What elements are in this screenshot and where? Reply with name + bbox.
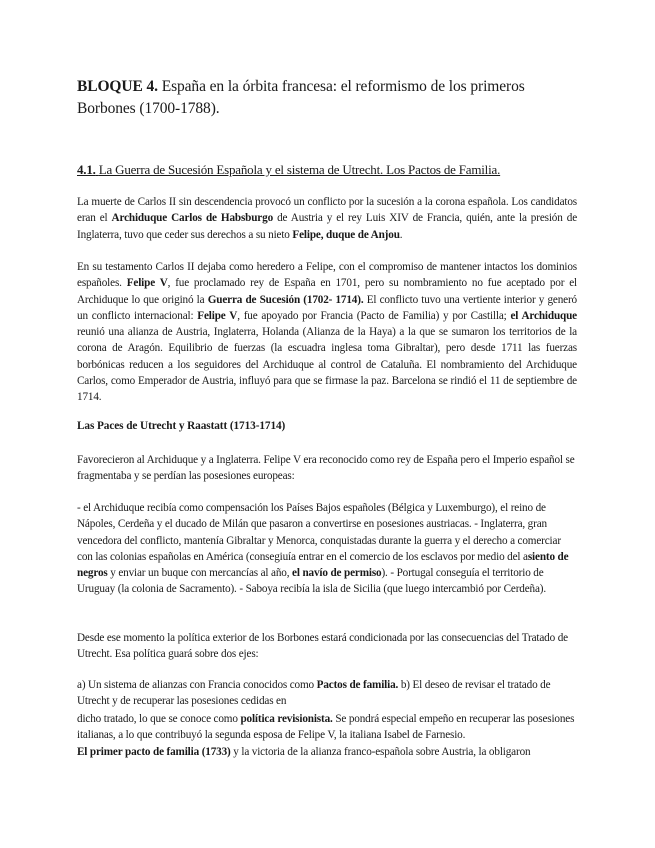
section-heading bbox=[77, 161, 500, 178]
bold-run: el navío de permiso bbox=[292, 567, 382, 580]
bold-run: Guerra de Sucesión (1702- 1714). bbox=[207, 293, 364, 306]
text-run: ). - Portugal conseguía el territorio de Uruguay (la colonia de Sacramento). - Saboya recibía la isla de Sicilia (que luego intercambió por Cerdeña). bbox=[77, 567, 547, 596]
text-run: y la victoria de la alianza franco-española sobre Austria, la obligaron bbox=[230, 745, 531, 758]
section-title: La Guerra de Sucesión Española y el sistema de Utrecht. Los Pactos de Familia. bbox=[98, 162, 501, 177]
paragraph-7 bbox=[77, 711, 577, 760]
paragraph-4 bbox=[77, 500, 577, 598]
text-run: La muerte de Carlos II sin descendencia provocó un conflicto por la sucesión a la corona española. Los candidatos eran el bbox=[77, 196, 577, 225]
text-run: , fue proclamado rey de España en 1701, pero su nombramiento no fue aceptado por el Archiduque lo que originó la bbox=[77, 277, 578, 306]
text-run: En su testamento Carlos II dejaba como heredero a Felipe, con el compromiso de mantener intactos los dominios españoles. bbox=[77, 261, 577, 290]
paragraph-2 bbox=[77, 259, 577, 406]
block-title bbox=[77, 76, 557, 120]
bold-run: el Archiduque bbox=[510, 309, 577, 322]
bold-run: política revisionista. bbox=[240, 713, 333, 725]
block-title-text: España en la órbita francesa: el reformismo de los primeros Borbones (1700-1788). bbox=[77, 78, 525, 117]
paragraph-5: Desde ese momento la política exterior de los Borbones estará condicionada por las consecuencias del Tratado de Utrecht. Esa política guará sobre dos ejes: bbox=[77, 632, 568, 661]
text-run: y enviar un buque con mercancías al año, bbox=[107, 567, 293, 580]
section-number: 4.1. bbox=[77, 162, 96, 177]
bold-run: El primer pacto de familia (1733) bbox=[77, 745, 231, 758]
text-run: - el Archiduque recibía como compensación los Países Bajos españoles (Bélgica y Luxemburgo), el reino de Nápoles, Cerdeña y el ducado de Milán que pasaron a convertirse en posesiones austriacas. - Inglaterra, gran vencedora del conflicto, mantenía Gibraltar y Menorca, conquistadas durante la guerra y el derecho a comerciar con las colonias españolas en América (consegiuía entrar en el comercio de los esclavos por medio del a bbox=[77, 502, 561, 563]
subheading-paces: Las Paces de Utrecht y Raastatt (1713-1714) bbox=[77, 420, 286, 432]
text-run: de Austria y el rey Luis XIV de Francia, quién, ante la presión de Inglaterra, tuvo que ceder sus derechos a su nieto bbox=[77, 212, 578, 241]
text-run: Se pondrá especial empeño en recuperar las posesiones italianas, a lo que contribuyó la segunda esposa de Felipe V, la italiana Isabel de Farnesio. bbox=[77, 713, 575, 742]
paragraph-3: Favorecieron al Archiduque y a Inglaterra. Felipe V era reconocido como rey de España pero el Imperio español se fragmentaba y se perdían las posesiones europeas: bbox=[77, 454, 575, 483]
text-run: b) El deseo de revisar el tratado de Utrecht y de recuperar las posesiones cedidas en bbox=[77, 679, 551, 708]
text-run: El conflicto tuvo una vertiente interior y generó un conflicto internacional: bbox=[77, 293, 578, 322]
paragraph-6 bbox=[77, 677, 577, 710]
text-run: , fue apoyado por Francia (Pacto de Familia) y por Castilla; bbox=[237, 309, 511, 322]
text-run: a) Un sistema de alianzas con Francia conocidos como bbox=[77, 679, 317, 691]
bold-run: Felipe V bbox=[126, 277, 168, 290]
bold-run: siento de negros bbox=[77, 550, 569, 580]
paragraph-1 bbox=[77, 194, 577, 243]
text-run: reunió una alianza de Austria, Inglaterra, Holanda (Alianza de la Haya) a la que se sumaron los territorios de la corona de Aragón. Equilibrio de fuerzas (la escuadra inglesa toma Gibraltar), pero desde 1711 las fuerzas borbónicas reducen a los seguidores del Archiduque al control de Cataluña. El nombramiento del Archiduque Carlos, como Emperador de Austria, influyó para que se firmase la paz. Barcelona se rindió el 11 de septiembre de 1714. bbox=[77, 326, 577, 404]
block-label: BLOQUE 4. bbox=[77, 78, 158, 95]
bold-run: Felipe, duque de Anjou bbox=[292, 228, 400, 241]
bold-run: Felipe V bbox=[197, 309, 238, 322]
bold-run: Pactos de familia. bbox=[316, 679, 399, 691]
text-run: dicho tratado, lo que se conoce como bbox=[77, 713, 241, 725]
bold-run: Archiduque Carlos de Habsburgo bbox=[111, 212, 274, 225]
text-run: . bbox=[399, 228, 403, 241]
